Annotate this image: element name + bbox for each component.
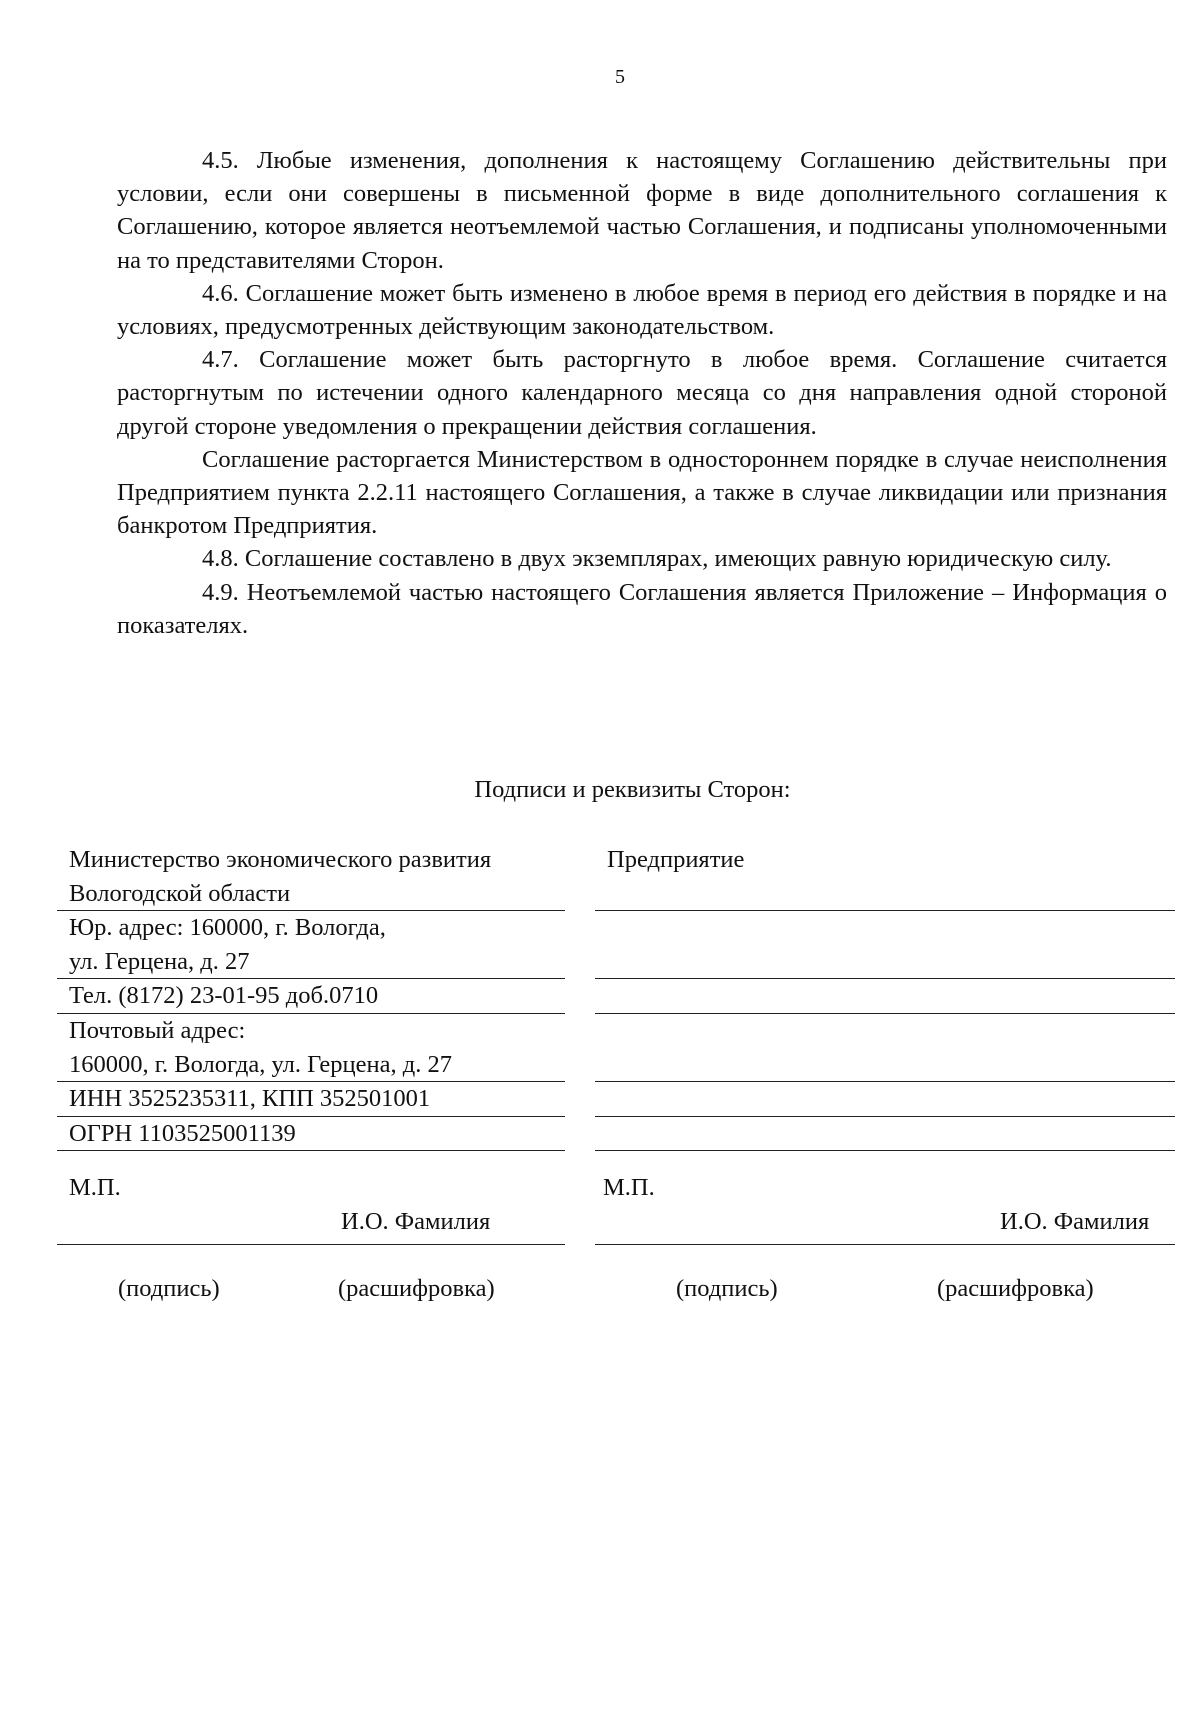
signer-name-left: И.О. Фамилия bbox=[341, 1208, 491, 1235]
ogrn: ОГРН 1103525001139 bbox=[57, 1117, 565, 1152]
paragraph-termination: Соглашение расторгается Министерством в одностороннем порядке в случае неисполнения Предприятием пункта 2.2.11 настоящего Соглашения, а также в случае ликвидации или признания банкротом Предприятия. bbox=[117, 445, 1167, 540]
signature-caption-right: (подпись) bbox=[676, 1275, 778, 1302]
legal-address-line2: ул. Герцена, д. 27 bbox=[69, 947, 250, 975]
decode-caption-right: (расшифровка) bbox=[937, 1275, 1094, 1302]
enterprise-blank-postal bbox=[595, 1014, 1175, 1082]
enterprise-blank-inn bbox=[595, 1082, 1175, 1117]
paragraph-4-6: 4.6. Соглашение может быть изменено в любое время в период его действия в порядке и на условиях, предусмотренных действующим законодательством. bbox=[117, 279, 1167, 341]
paragraph-4-7: 4.7. Соглашение может быть расторгнуто в любое время. Соглашение считается расторгнутым по истечении одного календарного месяца со дня направления одной стороной другой стороне уведомления о прекращении действия соглашения. bbox=[117, 346, 1167, 440]
postal-address bbox=[57, 1014, 565, 1082]
enterprise-details bbox=[595, 843, 1175, 1151]
inn-kpp: ИНН 3525235311, КПП 352501001 bbox=[57, 1082, 565, 1117]
ministry-name-line2: Вологодской области bbox=[69, 879, 291, 907]
signature-line-left bbox=[57, 1244, 565, 1245]
decode-caption-left: (расшифровка) bbox=[338, 1275, 495, 1302]
paragraph-4-9: 4.9. Неотъемлемой частью настоящего Соглашения является Приложение – Информация о показателях. bbox=[117, 578, 1167, 639]
signature-line-right bbox=[595, 1244, 1175, 1245]
stamp-place-left: М.П. bbox=[69, 1174, 121, 1201]
legal-address-line1: Юр. адрес: 160000, г. Вологда, bbox=[69, 914, 386, 942]
enterprise-blank-ogrn bbox=[595, 1117, 1175, 1152]
enterprise-name-text: Предприятие bbox=[607, 846, 745, 873]
agreement-text bbox=[117, 144, 1167, 642]
signature-caption-left: (подпись) bbox=[118, 1275, 220, 1302]
enterprise-blank-address bbox=[595, 911, 1175, 979]
signatures-title: Подписи и реквизиты Сторон: bbox=[474, 776, 791, 803]
stamp-place-right: М.П. bbox=[603, 1174, 655, 1201]
enterprise-name bbox=[595, 843, 1175, 911]
postal-address-label: Почтовый адрес: bbox=[69, 1016, 246, 1044]
enterprise-blank-phone bbox=[595, 979, 1175, 1014]
ministry-name-line1: Министерство экономического развития bbox=[69, 846, 492, 873]
legal-address bbox=[57, 911, 565, 979]
ministry-details bbox=[57, 843, 565, 1151]
ministry-name bbox=[57, 843, 565, 911]
page-number: 5 bbox=[615, 66, 625, 88]
paragraph-4-5: 4.5. Любые изменения, дополнения к настоящему Соглашению действительны при условии, если они совершены в письменной форме в виде дополнительного соглашения к Соглашению, которое является неотъемлемой частью Соглашения, и подписаны уполномоченными на то представителями Сторон. bbox=[117, 147, 1167, 274]
signer-name-right: И.О. Фамилия bbox=[1000, 1208, 1150, 1235]
paragraph-4-8: 4.8. Соглашение составлено в двух экземплярах, имеющих равную юридическую силу. bbox=[202, 545, 1112, 573]
postal-address-value: 160000, г. Вологда, ул. Герцена, д. 27 bbox=[69, 1050, 452, 1078]
phone: Тел. (8172) 23-01-95 доб.0710 bbox=[57, 979, 565, 1014]
